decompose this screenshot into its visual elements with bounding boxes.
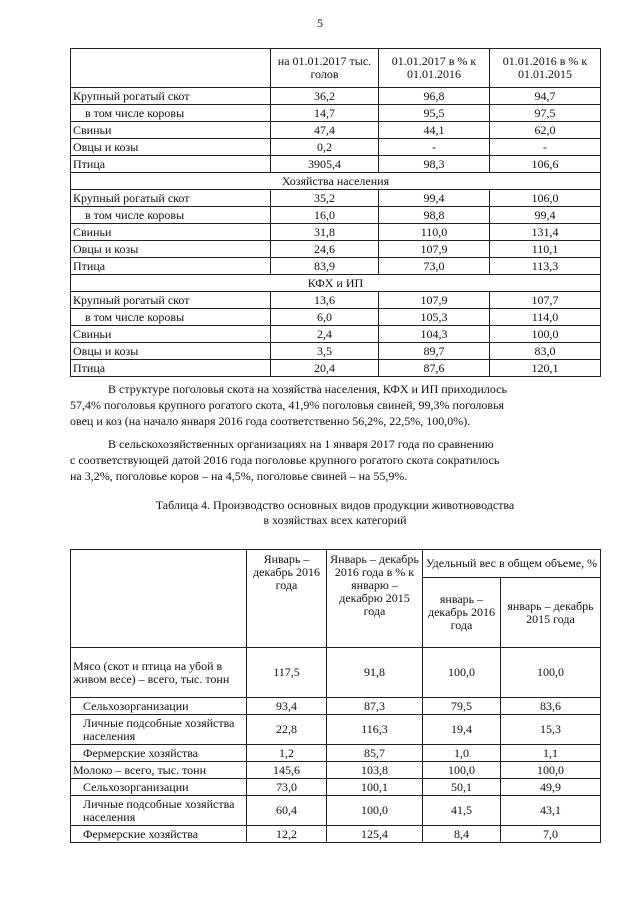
row-label: Крупный рогатый скот — [71, 292, 271, 309]
cell-value: 73,0 — [247, 779, 327, 796]
row-label: Птица — [71, 258, 271, 275]
header-empty-cell — [71, 550, 247, 648]
caption-line: в хозяйствах всех категорий — [263, 513, 407, 527]
row-label: Личные подсобные хозяйства населения — [71, 796, 247, 826]
cell-value: 113,3 — [490, 258, 601, 275]
cell-value: 99,4 — [379, 190, 490, 207]
row-label: Фермерские хозяйства — [71, 745, 247, 762]
header-cell: на 01.01.2017 тыс. голов — [271, 49, 379, 88]
cell-value: 31,8 — [271, 224, 379, 241]
cell-value: 14,7 — [271, 105, 379, 122]
cell-value: 83,6 — [501, 698, 601, 715]
cell-value: 62,0 — [490, 122, 601, 139]
table-row — [71, 156, 601, 173]
cell-value: 89,7 — [379, 343, 490, 360]
row-label: Мясо (скот и птица на убой в живом весе) – всего, тыс. тонн — [71, 648, 247, 698]
cell-value: 105,3 — [379, 309, 490, 326]
table-row — [71, 122, 601, 139]
table-row — [71, 745, 601, 762]
header-cell: 01.01.2017 в % к 01.01.2016 — [379, 49, 490, 88]
cell-value: 83,9 — [271, 258, 379, 275]
cell-value: 116,3 — [327, 715, 423, 745]
row-label: Личные подсобные хозяйства населения — [71, 715, 247, 745]
cell-value: 107,9 — [379, 292, 490, 309]
cell-value: 19,4 — [423, 715, 501, 745]
cell-value: 16,0 — [271, 207, 379, 224]
table-row — [71, 88, 601, 105]
table-row — [71, 762, 601, 779]
table-row — [71, 139, 601, 156]
row-label: Крупный рогатый скот — [71, 190, 271, 207]
paragraph-line: овец и коз (на начало января 2016 года соответственно 56,2%, 22,5%, 100,0%). — [70, 414, 471, 428]
cell-value: 100,0 — [423, 648, 501, 698]
paragraph-line: на 3,2%, поголовье коров – на 4,5%, поголовье свиней – на 55,9%. — [70, 469, 408, 483]
cell-value: 104,3 — [379, 326, 490, 343]
cell-value: 12,2 — [247, 826, 327, 843]
cell-value: 91,8 — [327, 648, 423, 698]
cell-value: 97,5 — [490, 105, 601, 122]
row-label: Птица — [71, 156, 271, 173]
row-label: Свиньи — [71, 224, 271, 241]
cell-value: 98,3 — [379, 156, 490, 173]
table-row — [71, 190, 601, 207]
header-cell: Январь – декабрь 2016 года — [247, 550, 327, 648]
cell-value: 2,4 — [271, 326, 379, 343]
cell-value: 131,4 — [490, 224, 601, 241]
cell-value: 83,0 — [490, 343, 601, 360]
table-row — [71, 698, 601, 715]
cell-value: 110,1 — [490, 241, 601, 258]
paragraph-agri-orgs — [70, 436, 600, 484]
cell-value: 60,4 — [247, 796, 327, 826]
table-row — [71, 309, 601, 326]
row-label: Овцы и козы — [71, 343, 271, 360]
cell-value: 47,4 — [271, 122, 379, 139]
cell-value: 100,0 — [423, 762, 501, 779]
caption-line: Таблица 4. Производство основных видов продукции животноводства — [155, 498, 515, 512]
paragraph-line: с соответствующей датой 2016 года поголовье крупного рогатого скота сократилось — [70, 453, 500, 467]
section-row — [71, 275, 601, 292]
cell-value: 107,7 — [490, 292, 601, 309]
cell-value: 24,6 — [271, 241, 379, 258]
row-label: Сельхозорганизации — [71, 698, 247, 715]
livestock-table — [70, 48, 601, 377]
cell-value: 106,6 — [490, 156, 601, 173]
cell-value: 49,9 — [501, 779, 601, 796]
cell-value: 6,0 — [271, 309, 379, 326]
header-cell: Январь – декабрь 2016 года в % к январю – декабрю 2015 года — [327, 550, 423, 648]
row-label: Крупный рогатый скот — [71, 88, 271, 105]
cell-value: - — [490, 139, 601, 156]
table-header-row — [71, 49, 601, 88]
cell-value: 125,4 — [327, 826, 423, 843]
cell-value: 15,3 — [501, 715, 601, 745]
cell-value: 100,1 — [327, 779, 423, 796]
paragraph-line: 57,4% поголовья крупного рогатого скота, 41,9% поголовья свиней, 99,3% поголовья — [70, 398, 505, 412]
section-row — [71, 173, 601, 190]
row-label: в том числе коровы — [71, 309, 271, 326]
section-title: КФХ и ИП — [71, 275, 601, 292]
table-row — [71, 241, 601, 258]
row-label: Овцы и козы — [71, 241, 271, 258]
cell-value: 8,4 — [423, 826, 501, 843]
cell-value: - — [379, 139, 490, 156]
row-label: Птица — [71, 360, 271, 377]
table-row — [71, 648, 601, 698]
cell-value: 117,5 — [247, 648, 327, 698]
header-cell: Удельный вес в общем объеме, % — [423, 550, 601, 578]
table-row — [71, 292, 601, 309]
header-cell: январь – декабрь 2016 года — [423, 578, 501, 648]
row-label: Овцы и козы — [71, 139, 271, 156]
table-row — [71, 326, 601, 343]
cell-value: 103,8 — [327, 762, 423, 779]
cell-value: 20,4 — [271, 360, 379, 377]
section-title: Хозяйства населения — [71, 173, 601, 190]
cell-value: 96,8 — [379, 88, 490, 105]
cell-value: 1,0 — [423, 745, 501, 762]
cell-value: 145,6 — [247, 762, 327, 779]
header-cell: январь – декабрь 2015 года — [501, 578, 601, 648]
cell-value: 110,0 — [379, 224, 490, 241]
cell-value: 1,2 — [247, 745, 327, 762]
cell-value: 79,5 — [423, 698, 501, 715]
cell-value: 99,4 — [490, 207, 601, 224]
cell-value: 107,9 — [379, 241, 490, 258]
header-cell: 01.01.2016 в % к 01.01.2015 — [490, 49, 601, 88]
cell-value: 43,1 — [501, 796, 601, 826]
header-empty-cell — [71, 49, 271, 88]
cell-value: 87,6 — [379, 360, 490, 377]
row-label: в том числе коровы — [71, 105, 271, 122]
table-row — [71, 207, 601, 224]
row-label: Фермерские хозяйства — [71, 826, 247, 843]
table-row — [71, 258, 601, 275]
table-row — [71, 779, 601, 796]
paragraph-line: В сельскохозяйственных организациях на 1 января 2017 года по сравнению — [108, 437, 494, 451]
row-label: Свиньи — [71, 122, 271, 139]
cell-value: 100,0 — [501, 762, 601, 779]
table-row — [71, 105, 601, 122]
row-label: Свиньи — [71, 326, 271, 343]
table-row — [71, 715, 601, 745]
cell-value: 87,3 — [327, 698, 423, 715]
table-header-row — [71, 550, 601, 578]
cell-value: 44,1 — [379, 122, 490, 139]
cell-value: 106,0 — [490, 190, 601, 207]
cell-value: 7,0 — [501, 826, 601, 843]
paragraph-structure — [70, 381, 600, 429]
cell-value: 95,5 — [379, 105, 490, 122]
cell-value: 100,0 — [501, 648, 601, 698]
row-label: в том числе коровы — [71, 207, 271, 224]
cell-value: 1,1 — [501, 745, 601, 762]
table-row — [71, 360, 601, 377]
cell-value: 35,2 — [271, 190, 379, 207]
cell-value: 98,8 — [379, 207, 490, 224]
table-row — [71, 224, 601, 241]
table-row — [71, 826, 601, 843]
cell-value: 100,0 — [490, 326, 601, 343]
cell-value: 50,1 — [423, 779, 501, 796]
cell-value: 73,0 — [379, 258, 490, 275]
paragraph-line: В структуре поголовья скота на хозяйства населения, КФХ и ИП приходилось — [108, 382, 507, 396]
row-label: Молоко – всего, тыс. тонн — [71, 762, 247, 779]
cell-value: 93,4 — [247, 698, 327, 715]
cell-value: 120,1 — [490, 360, 601, 377]
cell-value: 41,5 — [423, 796, 501, 826]
cell-value: 0,2 — [271, 139, 379, 156]
table-row — [71, 796, 601, 826]
cell-value: 85,7 — [327, 745, 423, 762]
table-row — [71, 343, 601, 360]
row-label: Сельхозорганизации — [71, 779, 247, 796]
cell-value: 3,5 — [271, 343, 379, 360]
cell-value: 114,0 — [490, 309, 601, 326]
cell-value: 100,0 — [327, 796, 423, 826]
cell-value: 3905,4 — [271, 156, 379, 173]
table-caption — [70, 498, 600, 528]
production-table — [70, 549, 601, 843]
page-number: 5 — [317, 16, 323, 30]
cell-value: 94,7 — [490, 88, 601, 105]
cell-value: 36,2 — [271, 88, 379, 105]
cell-value: 22,8 — [247, 715, 327, 745]
cell-value: 13,6 — [271, 292, 379, 309]
